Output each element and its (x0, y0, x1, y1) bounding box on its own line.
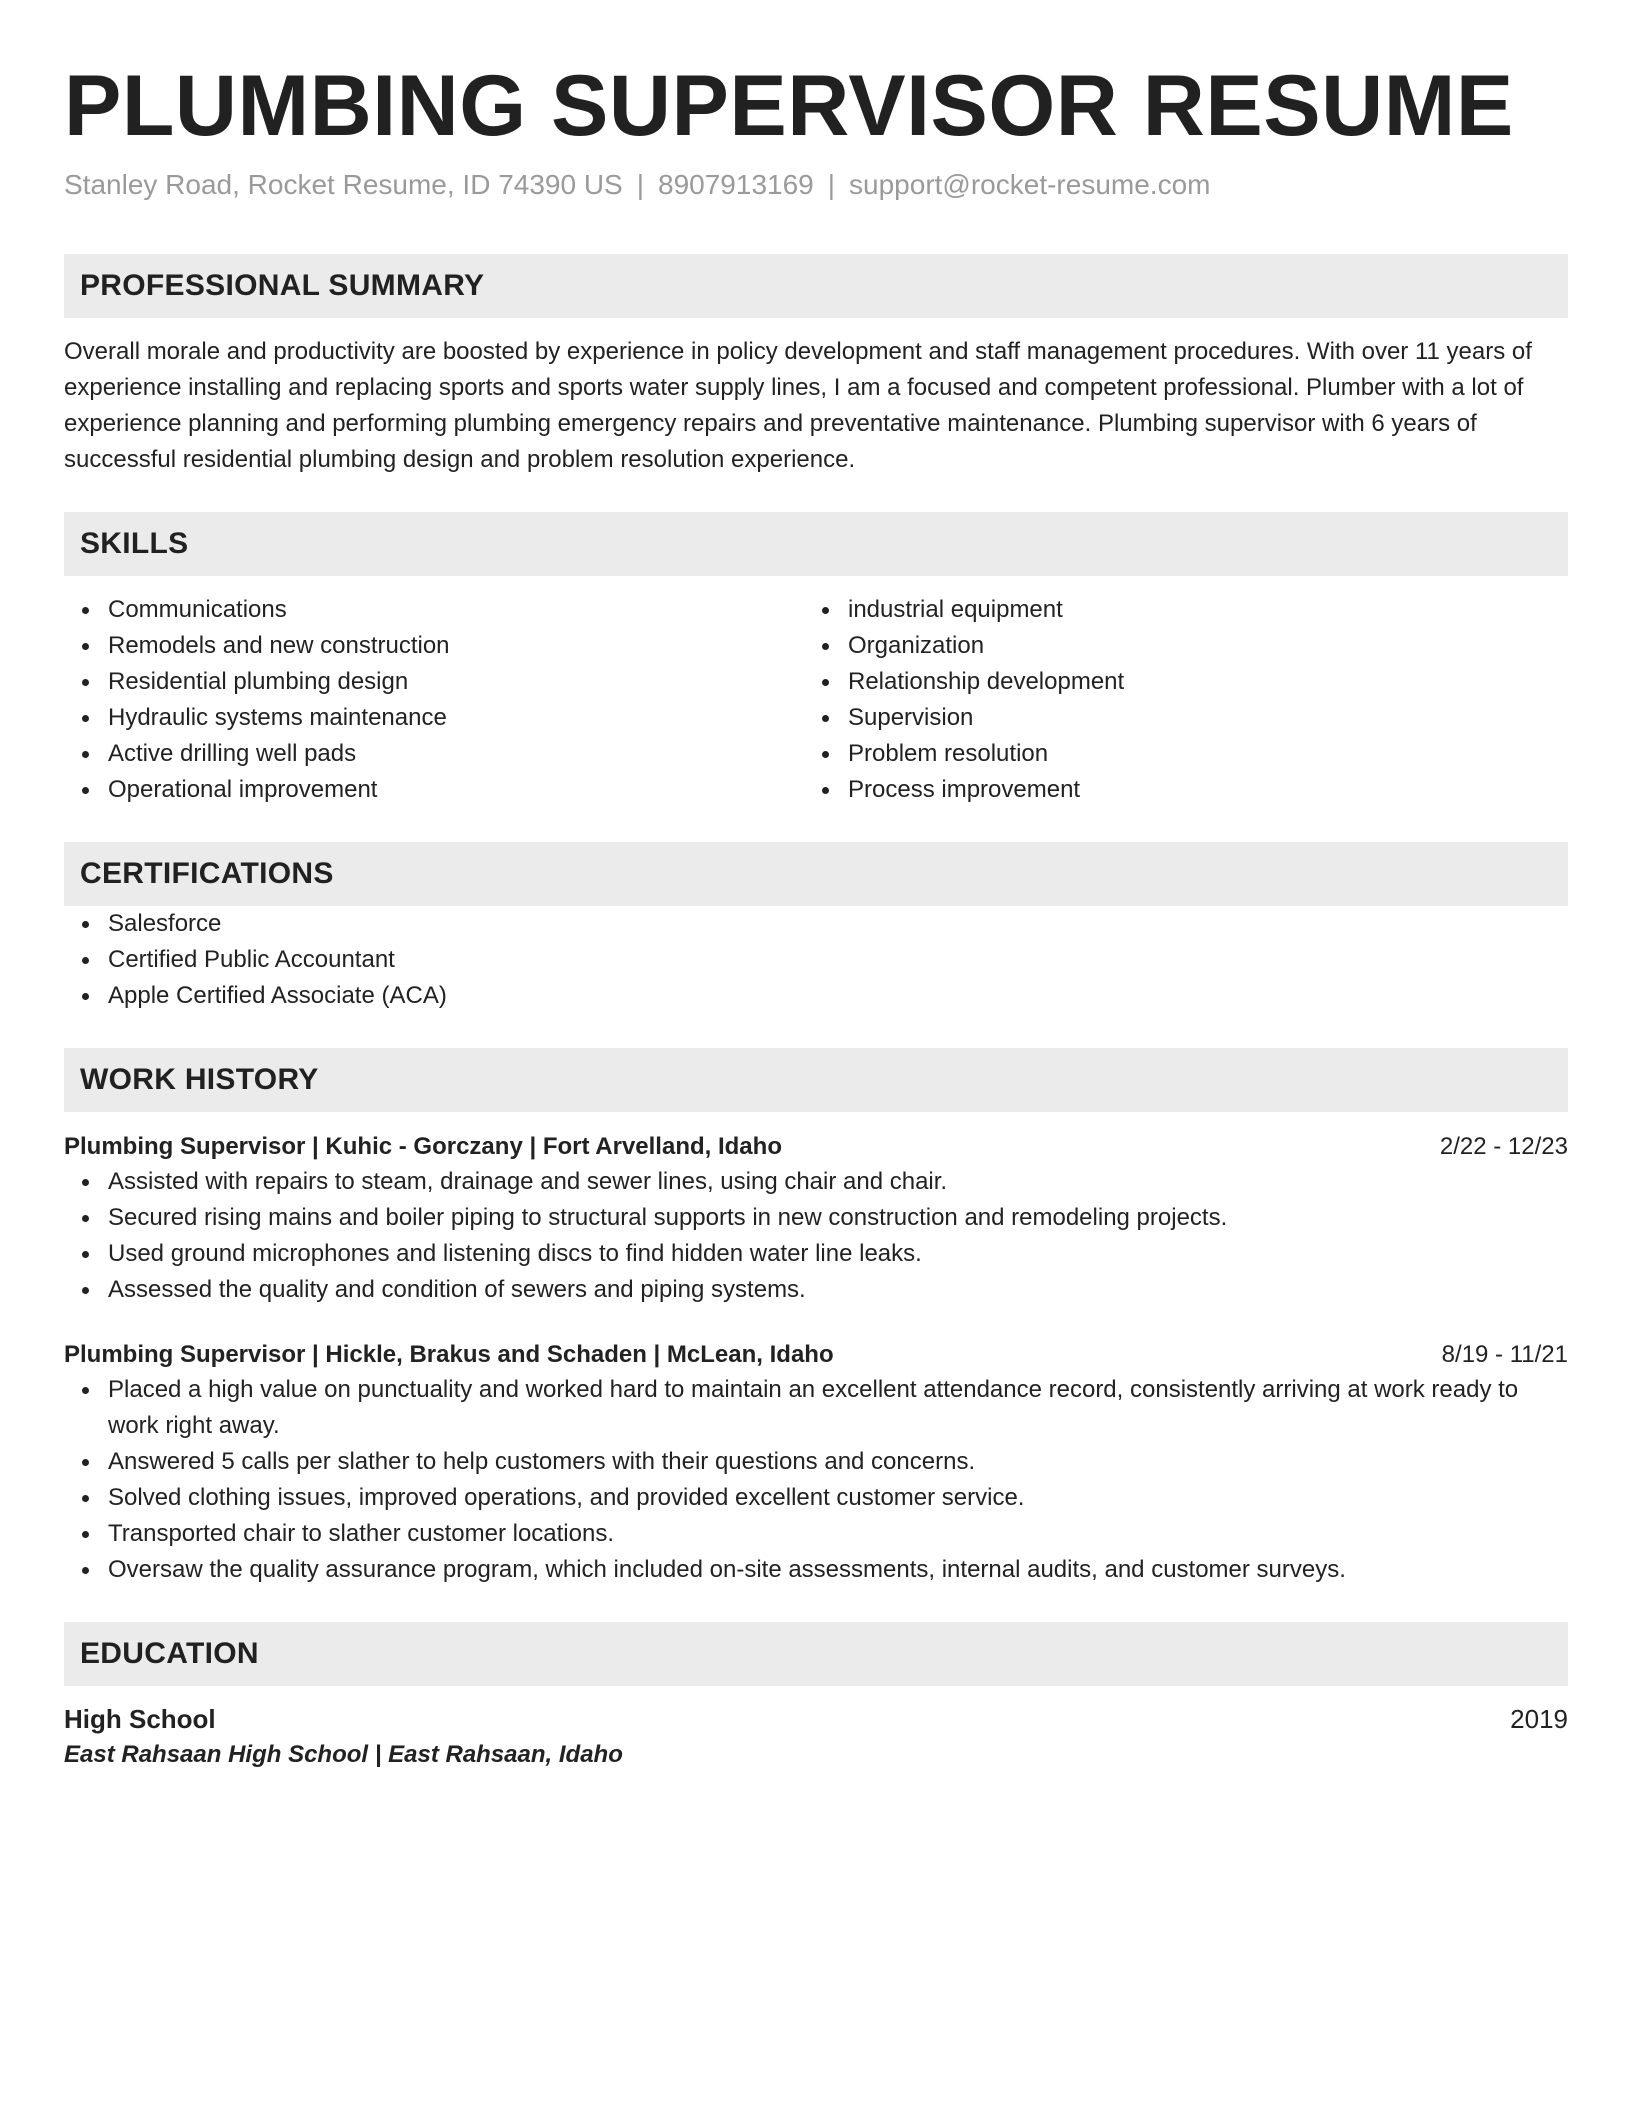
bullet-dot (82, 993, 89, 1000)
education-year: 2019 (1510, 1704, 1568, 1734)
skill-label: Organization (848, 632, 985, 659)
skills-list-left (64, 592, 804, 808)
skill-item (64, 772, 804, 808)
job-bullet-text: Placed a high value on punctuality and worked hard to maintain an excellent attendance record, consistently arriving at work ready to work right away. (108, 1376, 1519, 1439)
contact-separator: | (636, 169, 645, 200)
skill-label: Operational improvement (108, 776, 378, 803)
bullet-dot (822, 607, 829, 614)
skill-item (804, 628, 1544, 664)
bullet-dot (822, 715, 829, 722)
skill-label: Residential plumbing design (108, 668, 409, 695)
job-bullets (64, 1372, 1568, 1588)
job-bullet-text: Assisted with repairs to steam, drainage and sewer lines, using chair and chair. (108, 1168, 948, 1195)
certification-label: Certified Public Accountant (108, 946, 395, 973)
job-bullet-text: Transported chair to slather customer locations. (108, 1520, 615, 1547)
skill-label: Communications (108, 596, 287, 623)
skill-item (64, 700, 804, 736)
bullet-dot (82, 1567, 89, 1574)
certification-item (64, 906, 1568, 942)
contact-email: support@rocket-resume.com (849, 169, 1211, 200)
bullet-dot (82, 1459, 89, 1466)
bullet-dot (82, 1287, 89, 1294)
skill-item (64, 664, 804, 700)
job-bullet-text: Used ground microphones and listening discs to find hidden water line leaks. (108, 1240, 922, 1267)
skill-label: Process improvement (848, 776, 1081, 803)
resume-title: PLUMBING SUPERVISOR RESUME (64, 58, 1514, 154)
job-bullet (64, 1516, 1568, 1552)
skill-label: Active drilling well pads (108, 740, 357, 767)
bullet-dot (82, 679, 89, 686)
job-bullet (64, 1164, 1568, 1200)
job-bullet (64, 1552, 1568, 1588)
certifications-list (64, 906, 1568, 1014)
job-bullet (64, 1272, 1568, 1308)
education-header (64, 1702, 1568, 1736)
job-header (64, 1338, 1568, 1372)
bullet-dot (82, 751, 89, 758)
certification-item (64, 942, 1568, 978)
bullet-dot (82, 957, 89, 964)
job-bullet-text: Assessed the quality and condition of sewers and piping systems. (108, 1276, 806, 1303)
section-header-skills: SKILLS (64, 512, 1568, 576)
certification-label: Apple Certified Associate (ACA) (108, 982, 447, 1009)
bullet-dot (822, 679, 829, 686)
skill-label: Supervision (848, 704, 974, 731)
job-bullet-text: Oversaw the quality assurance program, which included on-site assessments, internal audits, and customer surveys. (108, 1556, 1346, 1583)
bullet-dot (82, 1251, 89, 1258)
contact-line (64, 168, 1568, 202)
job-bullet-text: Secured rising mains and boiler piping to structural supports in new construction and remodeling projects. (108, 1204, 1228, 1231)
bullet-dot (82, 1215, 89, 1222)
skill-item (804, 736, 1544, 772)
skill-label: Problem resolution (848, 740, 1049, 767)
job-dates: 8/19 - 11/21 (1441, 1341, 1568, 1368)
bullet-dot (822, 751, 829, 758)
bullet-dot (82, 921, 89, 928)
section-header-certifications: CERTIFICATIONS (64, 842, 1568, 906)
job-bullet (64, 1200, 1568, 1236)
bullet-dot (82, 1531, 89, 1538)
skills-list-right (804, 592, 1544, 808)
bullet-dot (822, 643, 829, 650)
skill-item (804, 700, 1544, 736)
contact-separator: | (827, 169, 836, 200)
bullet-dot (82, 1179, 89, 1186)
skill-item (804, 772, 1544, 808)
bullet-dot (82, 1495, 89, 1502)
section-header-summary: PROFESSIONAL SUMMARY (64, 254, 1568, 318)
bullet-dot (82, 607, 89, 614)
bullet-dot (822, 787, 829, 794)
job-bullet (64, 1372, 1568, 1444)
job-bullet-text: Answered 5 calls per slather to help customers with their questions and concerns. (108, 1448, 976, 1475)
skill-label: Remodels and new construction (108, 632, 450, 659)
contact-phone: 8907913169 (658, 169, 814, 200)
bullet-dot (82, 715, 89, 722)
education-school: East Rahsaan High School | East Rahsaan, Idaho (64, 1741, 623, 1768)
bullet-dot (82, 787, 89, 794)
skill-item (804, 664, 1544, 700)
section-header-work-history: WORK HISTORY (64, 1048, 1568, 1112)
skill-label: Relationship development (848, 668, 1125, 695)
skill-item (804, 592, 1544, 628)
job-bullets (64, 1164, 1568, 1308)
certification-item (64, 978, 1568, 1014)
summary-text: Overall morale and productivity are boosted by experience in policy development and staff management procedures. With over 11 years of experience installing and replacing sports and sports water supply lines, I am a focused and competent professional. Plumber with a lot of experience planning and performing plumbing emergency repairs and preventative maintenance. Plumbing supervisor with 6 years of successful residential plumbing design and problem resolution experience. (64, 338, 1532, 473)
skill-label: Hydraulic systems maintenance (108, 704, 447, 731)
bullet-dot (82, 1387, 89, 1394)
job-title: Plumbing Supervisor | Kuhic - Gorczany | Fort Arvelland, Idaho (64, 1133, 782, 1160)
bullet-dot (82, 643, 89, 650)
certification-label: Salesforce (108, 910, 222, 937)
job-header (64, 1130, 1568, 1164)
job-bullet-text: Solved clothing issues, improved operations, and provided excellent customer service. (108, 1484, 1025, 1511)
job-bullet (64, 1444, 1568, 1480)
skill-item (64, 628, 804, 664)
job-bullet (64, 1480, 1568, 1516)
skill-item (64, 736, 804, 772)
skills-grid (64, 592, 1568, 808)
education-degree: High School (64, 1704, 216, 1734)
skill-item (64, 592, 804, 628)
job-bullet (64, 1236, 1568, 1272)
skill-label: industrial equipment (848, 596, 1063, 623)
job-title: Plumbing Supervisor | Hickle, Brakus and Schaden | McLean, Idaho (64, 1341, 834, 1368)
job-dates: 2/22 - 12/23 (1439, 1133, 1568, 1160)
contact-address: Stanley Road, Rocket Resume, ID 74390 US (64, 169, 623, 200)
section-header-education: EDUCATION (64, 1622, 1568, 1686)
